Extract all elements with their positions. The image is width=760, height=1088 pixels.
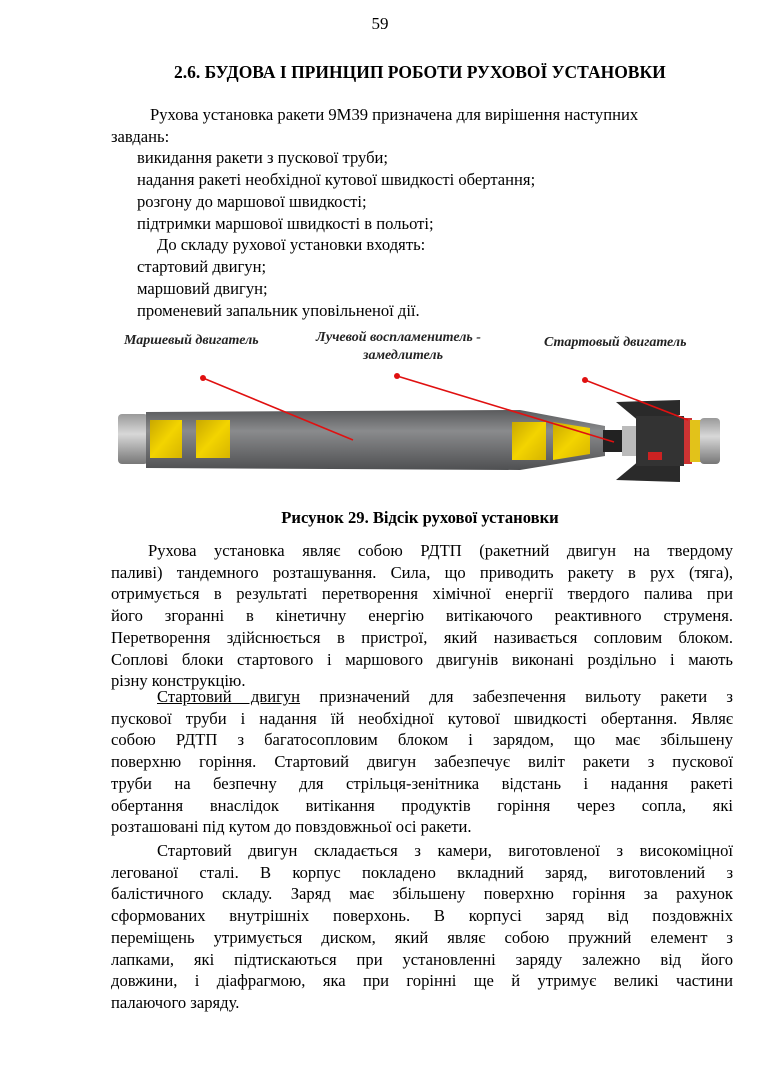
- rocket-body: [118, 400, 720, 482]
- paragraph-line: довжини, і діафрагмою, яка при горінні ще й утримує великі частини: [111, 971, 733, 991]
- intro-line: завдань:: [111, 127, 170, 146]
- component-item: стартовий двигун;: [137, 257, 267, 276]
- label-igniter-2: замедлитель: [363, 348, 443, 363]
- paragraph-line: розташовані під кутом до повздовжньої осі ракети.: [111, 817, 472, 837]
- composition-intro: До складу рухової установки входять:: [157, 235, 426, 254]
- task-item: надання ракеті необхідної кутової швидкості обертання;: [137, 170, 536, 189]
- component-item: маршовий двигун;: [137, 279, 268, 298]
- paragraph-line: палаючого заряду.: [111, 992, 240, 1012]
- component-item: променевий запальник уповільненої дії.: [137, 301, 420, 320]
- paragraph-line: переміщень утримується диском, який являє собою пружний елемент з: [111, 927, 733, 947]
- paragraph-line: поверхню горіння. Стартовий двигун забезпечує виліт ракети з пускової: [111, 752, 733, 772]
- paragraph-line: його згоранні в кінетичну енергію витікаючого реактивного струменя.: [111, 606, 733, 626]
- underlined-term: Стартовий двигун: [157, 687, 301, 706]
- label-igniter: Лучевой воспламенитель -: [316, 330, 481, 345]
- paragraph-line: собою РДТП з багатосопловим блоком і зарядом, що має збільшену: [111, 730, 733, 750]
- paragraph-line: труби на безпечну для стрільця-зенітника відстань і надання ракеті: [111, 773, 733, 793]
- label-sustainer-engine: Маршевый двигатель: [124, 333, 259, 348]
- paragraph-line: Стартовий двигун складається з камери, виготовленої з високоміцної: [157, 841, 733, 860]
- paragraph-line: Перетворення здійснюється в пристрої, який називається сопловим блоком.: [111, 627, 733, 647]
- intro-line: Рухова установка ракети 9М39 призначена для вирішення наступних: [150, 105, 639, 124]
- paragraph-line: балістичного складу. Заряд має збільшену поверхню горіння за рахунок: [111, 884, 733, 904]
- paragraph-line: пускової труби і надання їй необхідної кутової швидкості обертання. Являє: [111, 708, 733, 728]
- paragraph-line: сформованих внутрішніх поверхонь. В корпусі заряд від поздовжніх: [111, 906, 733, 926]
- page-number: 59: [371, 14, 389, 33]
- paragraph-line: Рухова установка являє собою РДТП (ракетний двигун на твердому: [148, 541, 733, 560]
- rocket-propulsion-illustration: [0, 360, 760, 500]
- paragraph-line: [157, 686, 733, 708]
- paragraph-line: Соплові блоки стартового і маршового двигунів виконані роздільно і мають: [111, 649, 733, 669]
- task-item: викидання ракети з пускової труби;: [137, 148, 389, 167]
- paragraph-line: обертання внаслідок витікання продуктів горіння через сопла, які: [111, 795, 733, 815]
- paragraph-line: отримується в результаті перетворення хімічної енергії твердого палива при: [111, 584, 733, 604]
- paragraph-line: лапками, які підтискаються при установленні заряду залежно від його: [111, 949, 733, 969]
- lead-rest: призначений для забезпечення вильоту ракети з: [319, 687, 733, 706]
- task-item: підтримки маршової швидкості в польоті;: [137, 214, 434, 233]
- label-booster-engine: Стартовый двигатель: [544, 335, 687, 350]
- section-title: 2.6. БУДОВА І ПРИНЦИП РОБОТИ РУХОВОЇ УСТАНОВКИ: [174, 62, 666, 82]
- paragraph-line: легованої сталі. В корпус покладено вкладний заряд, виготовлений з: [111, 862, 733, 882]
- task-item: розгону до маршової швидкості;: [137, 192, 367, 211]
- figure-caption: Рисунок 29. Відсік рухової установки: [281, 508, 559, 527]
- paragraph-line: різну конструкцію.: [111, 671, 246, 691]
- paragraph-line: паливі) тандемного розташування. Сила, що приводить ракету в рух (тяга),: [111, 562, 733, 582]
